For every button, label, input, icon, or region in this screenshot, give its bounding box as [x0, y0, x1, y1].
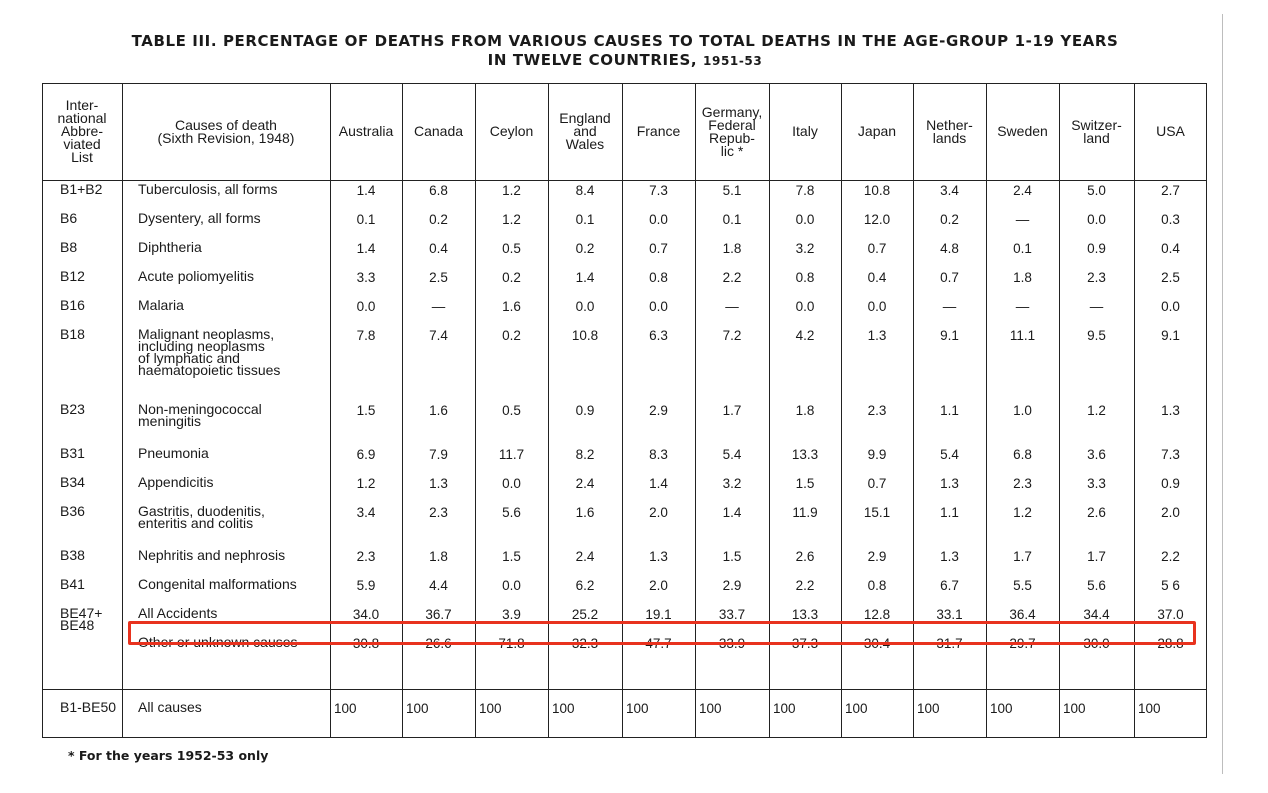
percentage-value: 1.7	[1013, 549, 1032, 564]
percentage-value: 0.4	[1161, 241, 1180, 256]
table-row	[42, 447, 1207, 476]
header-country: France	[636, 123, 681, 139]
percentage-value: 29.7	[1009, 636, 1036, 651]
percentage-value: 3.6	[1087, 447, 1106, 462]
percentage-value: 1.3	[940, 476, 959, 491]
percentage-value: 0.1	[722, 212, 742, 227]
percentage-value: 3.9	[502, 607, 521, 622]
percentage-value: 3.2	[722, 476, 742, 491]
percentage-value: 2.5	[1161, 270, 1180, 285]
percentage-value: 13.3	[791, 447, 819, 462]
percentage-value: —	[431, 299, 446, 314]
percentage-value: 1.7	[1087, 549, 1106, 564]
percentage-value: 0.0	[795, 212, 815, 227]
cause-code: B1-BE50	[60, 699, 117, 715]
percentage-value: 0.2	[502, 328, 521, 343]
percentage-value: 32.3	[571, 636, 599, 651]
percentage-value: 2.0	[649, 578, 668, 593]
percentage-value: 30.8	[352, 636, 380, 651]
percentage-value: 2.9	[722, 578, 742, 593]
percentage-value: 30.4	[863, 636, 891, 651]
percentage-value: 1.0	[1013, 403, 1032, 418]
cause-code: B6	[60, 210, 78, 226]
percentage-value: 2.4	[575, 549, 595, 564]
table-row	[42, 505, 1207, 549]
table-row	[42, 183, 1207, 212]
percentage-value: 2.9	[867, 549, 887, 564]
percentage-value: 0.8	[795, 270, 815, 285]
percentage-value: 100	[334, 701, 357, 716]
percentage-value: 10.8	[571, 328, 599, 343]
percentage-value: 0.7	[649, 241, 668, 256]
percentage-value: 2.6	[1087, 505, 1106, 520]
percentage-value: 1.8	[1013, 270, 1032, 285]
percentage-value: 1.8	[429, 549, 448, 564]
percentage-value: 0.0	[795, 299, 815, 314]
percentage-value: 5.5	[1013, 578, 1032, 593]
percentage-value: 12.0	[863, 212, 891, 227]
cause-code: B34	[60, 474, 85, 490]
percentage-value: 0.3	[1161, 212, 1180, 227]
percentage-value: 1.2	[502, 183, 521, 198]
percentage-value: 26.6	[425, 636, 452, 651]
cause-code: B31	[60, 445, 85, 461]
percentage-value: —	[1015, 299, 1030, 314]
percentage-value: 1.5	[356, 403, 376, 418]
cause-code: B18	[60, 326, 85, 342]
header-code-list: Inter- national Abbre- viated List	[57, 97, 107, 165]
footnote: * For the years 1952-53 only	[68, 748, 269, 763]
percentage-value: 1.8	[795, 403, 815, 418]
percentage-value: 100	[773, 701, 796, 716]
header-country: Italy	[792, 123, 818, 139]
percentage-value: 4.4	[429, 578, 448, 593]
header-country: Canada	[413, 123, 464, 139]
percentage-value: 100	[845, 701, 868, 716]
percentage-value: 100	[1138, 701, 1161, 716]
percentage-value: 1.5	[795, 476, 815, 491]
percentage-value: —	[1015, 212, 1030, 227]
percentage-value: 13.3	[791, 607, 819, 622]
percentage-value: 0.1	[575, 212, 595, 227]
header-country: Nether- lands	[926, 116, 973, 146]
percentage-value: 7.8	[795, 183, 815, 198]
percentage-value: 3.2	[795, 241, 815, 256]
percentage-value: 6.7	[940, 578, 959, 593]
percentage-value: 1.3	[1161, 403, 1180, 418]
percentage-value: 8.2	[575, 447, 595, 462]
percentage-value: 2.3	[429, 505, 448, 520]
percentage-value: 3.3	[1087, 476, 1106, 491]
cause-name: Pneumonia	[138, 445, 209, 461]
percentage-value: 0.0	[575, 299, 595, 314]
cause-name: Diphtheria	[138, 239, 202, 255]
cause-code: B12	[60, 268, 85, 284]
percentage-value: —	[942, 299, 957, 314]
percentage-value: 11.1	[1009, 328, 1036, 343]
percentage-value: 1.5	[722, 549, 742, 564]
percentage-value: 1.4	[575, 270, 595, 285]
percentage-value: 0.9	[1087, 241, 1106, 256]
percentage-value: 0.0	[502, 476, 521, 491]
title-years: 1951-53	[703, 54, 763, 68]
percentage-value: 0.5	[502, 241, 521, 256]
percentage-value: 7.2	[722, 328, 742, 343]
percentage-value: 37.3	[791, 636, 819, 651]
percentage-value: 1.3	[429, 476, 448, 491]
percentage-value: 12.8	[863, 607, 891, 622]
header-country: Japan	[857, 123, 897, 139]
table-row	[42, 549, 1207, 578]
cause-code: B1+B2	[60, 181, 103, 197]
percentage-value: 2.4	[1013, 183, 1032, 198]
percentage-value: 1.2	[356, 476, 376, 491]
percentage-value: 0.7	[867, 476, 887, 491]
percentage-value: 2.3	[1013, 476, 1032, 491]
percentage-value: 5.1	[722, 183, 742, 198]
deaths-table	[42, 83, 1207, 738]
percentage-value: 71.8	[498, 636, 525, 651]
percentage-value: 8.3	[649, 447, 668, 462]
cause-name: All Accidents	[138, 605, 218, 621]
total-row	[42, 701, 1207, 727]
percentage-value: 30.0	[1083, 636, 1110, 651]
percentage-value: 100	[699, 701, 722, 716]
table-row	[42, 607, 1207, 636]
table-row	[42, 578, 1207, 607]
table-row	[42, 241, 1207, 270]
percentage-value: 5.6	[1087, 578, 1106, 593]
percentage-value: 100	[479, 701, 502, 716]
percentage-value: 33.9	[718, 636, 746, 651]
percentage-value: 6.8	[429, 183, 448, 198]
percentage-value: 2.0	[649, 505, 668, 520]
percentage-value: 2.3	[356, 549, 376, 564]
table-row	[42, 636, 1207, 667]
percentage-value: 0.2	[502, 270, 521, 285]
percentage-value: 34.4	[1083, 607, 1110, 622]
percentage-value: 0.0	[502, 578, 521, 593]
percentage-value: 1.3	[649, 549, 668, 564]
percentage-value: 1.2	[1087, 403, 1106, 418]
percentage-value: 1.2	[502, 212, 521, 227]
percentage-value: 33.7	[718, 607, 746, 622]
percentage-value: 33.1	[936, 607, 963, 622]
cause-name: Dysentery, all forms	[138, 210, 261, 226]
title-line-2-main: IN TWELVE COUNTRIES,	[487, 51, 698, 69]
header-country: USA	[1156, 123, 1185, 139]
table-bottom-border	[42, 737, 1207, 738]
total-row-rule	[42, 689, 1207, 690]
percentage-value: 0.8	[867, 578, 887, 593]
percentage-value: 2.4	[575, 476, 595, 491]
percentage-value: 19.1	[645, 607, 672, 622]
cause-code: B23	[60, 401, 85, 417]
percentage-value: 37.0	[1157, 607, 1184, 622]
cause-name: Appendicitis	[138, 474, 214, 490]
percentage-value: 5.4	[722, 447, 742, 462]
percentage-value: 47.7	[645, 636, 672, 651]
percentage-value: 3.4	[356, 505, 376, 520]
table-row	[42, 328, 1207, 403]
percentage-value: 100	[917, 701, 940, 716]
percentage-value: 5.9	[356, 578, 376, 593]
table-row	[42, 476, 1207, 505]
percentage-value: 0.0	[1161, 299, 1180, 314]
percentage-value: 8.4	[575, 183, 595, 198]
cause-code: B8	[60, 239, 78, 255]
percentage-value: 0.0	[1087, 212, 1106, 227]
percentage-value: 2.2	[795, 578, 815, 593]
percentage-value: 3.4	[940, 183, 959, 198]
percentage-value: 0.0	[649, 212, 668, 227]
header-country: Sweden	[997, 123, 1048, 139]
cause-name: Gastritis, duodenitis, enteritis and colitis	[138, 503, 265, 531]
percentage-value: 15.1	[863, 505, 891, 520]
percentage-value: 2.2	[722, 270, 742, 285]
cause-name: Other or unknown causes	[138, 634, 298, 650]
percentage-value: 1.6	[502, 299, 521, 314]
percentage-value: 3.3	[356, 270, 376, 285]
percentage-value: 1.8	[722, 241, 742, 256]
table-row	[42, 270, 1207, 299]
cause-code: B36	[60, 503, 85, 519]
percentage-value: 2.3	[1087, 270, 1106, 285]
percentage-value: 5.4	[940, 447, 959, 462]
cause-code: B41	[60, 576, 85, 592]
table-row	[42, 212, 1207, 241]
percentage-value: 1.3	[940, 549, 959, 564]
percentage-value: 10.8	[863, 183, 891, 198]
percentage-value: 6.9	[356, 447, 376, 462]
percentage-value: 0.7	[867, 241, 887, 256]
percentage-value: 0.0	[867, 299, 887, 314]
percentage-value: 2.0	[1161, 505, 1180, 520]
header-country: Ceylon	[489, 123, 534, 139]
percentage-value: 2.9	[649, 403, 668, 418]
header-causes-of-death: Causes of death (Sixth Revision, 1948)	[157, 116, 295, 146]
cause-name: Malignant neoplasms, including neoplasms of lymphatic and haematopoietic tissues	[138, 326, 281, 378]
percentage-value: 11.9	[792, 505, 818, 520]
percentage-value: 7.3	[649, 183, 668, 198]
percentage-value: 9.1	[940, 328, 959, 343]
percentage-value: 36.7	[425, 607, 452, 622]
header-country: England and Wales	[559, 110, 611, 152]
percentage-value: 100	[552, 701, 575, 716]
percentage-value: 100	[990, 701, 1013, 716]
percentage-value: 0.2	[940, 212, 959, 227]
percentage-value: 5.6	[502, 505, 521, 520]
percentage-value: 2.3	[867, 403, 887, 418]
percentage-value: 0.2	[575, 241, 595, 256]
percentage-value: 6.3	[649, 328, 668, 343]
percentage-value: 28.8	[1157, 636, 1184, 651]
percentage-value: 0.1	[356, 212, 376, 227]
percentage-value: 11.7	[498, 447, 525, 462]
header-country: Australia	[338, 123, 394, 139]
percentage-value: 0.9	[1161, 476, 1180, 491]
percentage-value: 1.6	[429, 403, 448, 418]
cause-code: BE47+ BE48	[60, 605, 103, 633]
percentage-value: 5.0	[1087, 183, 1106, 198]
percentage-value: 1.5	[502, 549, 521, 564]
percentage-value: 2.6	[795, 549, 815, 564]
percentage-value: 9.5	[1087, 328, 1106, 343]
cause-name: Non-meningococcal meningitis	[138, 401, 262, 429]
percentage-value: 36.4	[1009, 607, 1036, 622]
percentage-value: 1.3	[867, 328, 887, 343]
title-line-2	[60, 51, 1190, 71]
table-title	[60, 32, 1190, 71]
percentage-value: 0.0	[649, 299, 668, 314]
percentage-value: 100	[1063, 701, 1086, 716]
percentage-value: 34.0	[352, 607, 380, 622]
percentage-value: 25.2	[571, 607, 599, 622]
percentage-value: 7.9	[429, 447, 448, 462]
page-edge-rule	[1222, 14, 1223, 774]
title-line-1: TABLE III. PERCENTAGE OF DEATHS FROM VARIOUS CAUSES TO TOTAL DEATHS IN THE AGE-GROUP 1-19 YEARS	[131, 32, 1119, 50]
percentage-value: 100	[626, 701, 649, 716]
percentage-value: 1.4	[356, 183, 376, 198]
percentage-value: 5 6	[1161, 578, 1180, 593]
percentage-value: 1.1	[940, 403, 959, 418]
percentage-value: 31.7	[936, 636, 963, 651]
percentage-value: 0.2	[429, 212, 448, 227]
percentage-value: 0.7	[940, 270, 959, 285]
percentage-value: 9.1	[1161, 328, 1180, 343]
percentage-value: 7.3	[1161, 447, 1180, 462]
table-row	[42, 403, 1207, 447]
percentage-value: 0.0	[356, 299, 376, 314]
percentage-value: 6.8	[1013, 447, 1032, 462]
percentage-value: 0.4	[429, 241, 448, 256]
cause-code: B16	[60, 297, 85, 313]
percentage-value: 100	[406, 701, 429, 716]
percentage-value: —	[1089, 299, 1104, 314]
percentage-value: 1.6	[575, 505, 595, 520]
percentage-value: 7.8	[356, 328, 376, 343]
percentage-value: 1.1	[940, 505, 959, 520]
percentage-value: 4.2	[795, 328, 815, 343]
percentage-value: 1.7	[722, 403, 742, 418]
cause-name: Congenital malformations	[138, 576, 297, 592]
percentage-value: 4.8	[940, 241, 959, 256]
cause-name: Tuberculosis, all forms	[138, 181, 278, 197]
percentage-value: 1.2	[1013, 505, 1032, 520]
percentage-value: 9.9	[867, 447, 887, 462]
cause-name: Malaria	[138, 297, 184, 313]
percentage-value: 1.4	[722, 505, 742, 520]
percentage-value: 2.2	[1161, 549, 1180, 564]
cause-name: Nephritis and nephrosis	[138, 547, 286, 563]
percentage-value: —	[725, 299, 739, 314]
percentage-value: 0.5	[502, 403, 521, 418]
percentage-value: 1.4	[356, 241, 376, 256]
percentage-value: 2.5	[429, 270, 448, 285]
table-row	[42, 299, 1207, 328]
percentage-value: 7.4	[429, 328, 448, 343]
percentage-value: 6.2	[575, 578, 595, 593]
percentage-value: 0.1	[1013, 241, 1032, 256]
percentage-value: 0.4	[867, 270, 887, 285]
cause-name: Acute poliomyelitis	[138, 268, 254, 284]
header-country: Switzer- land	[1071, 116, 1122, 146]
header-country: Germany, Federal Repub- lic *	[701, 103, 763, 159]
percentage-value: 1.4	[649, 476, 668, 491]
percentage-value: 0.9	[575, 403, 595, 418]
percentage-value: 2.7	[1161, 183, 1180, 198]
cause-name: All causes	[138, 699, 202, 715]
percentage-value: 0.8	[649, 270, 668, 285]
cause-code: B38	[60, 547, 85, 563]
